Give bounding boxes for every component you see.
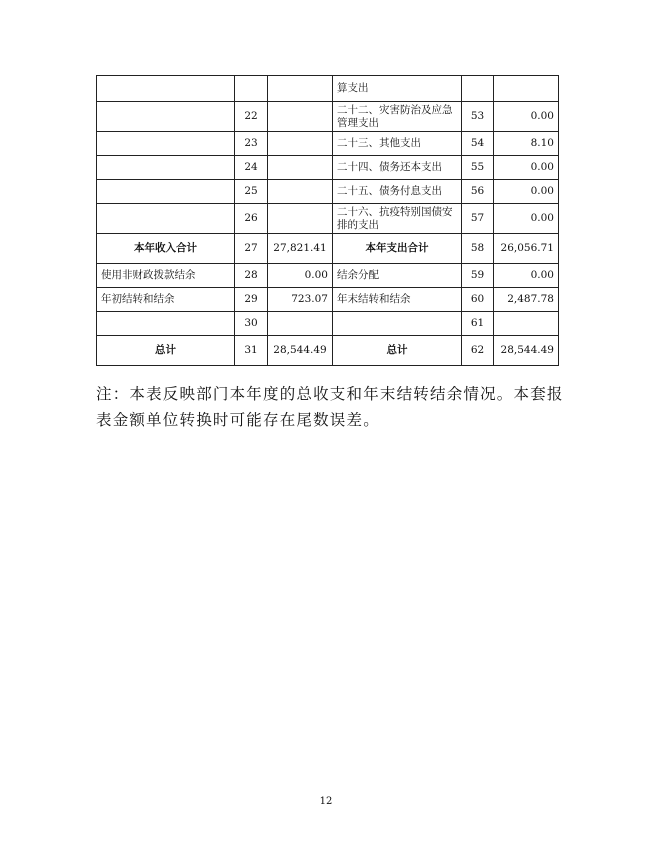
income-item-cell: 年初结转和结余: [97, 288, 235, 312]
income-item-cell: [97, 204, 235, 234]
income-amount-cell: [268, 312, 333, 336]
income-row-number: 27: [235, 234, 268, 264]
expense-item-cell: 二十二、灾害防治及应急管理支出: [333, 102, 462, 132]
expense-grand-total-amount: 28,544.49: [494, 336, 559, 366]
expense-item-cell: 二十五、债务付息支出: [333, 180, 462, 204]
expense-total-label: 本年支出合计: [333, 234, 462, 264]
expense-amount-cell: 8.10: [494, 132, 559, 156]
expense-item-cell: 二十四、债务还本支出: [333, 156, 462, 180]
income-amount-cell: 723.07: [268, 288, 333, 312]
expense-amount-cell: 0.00: [494, 102, 559, 132]
income-row-number: 28: [235, 264, 268, 288]
table-row: [97, 234, 559, 264]
income-row-number: 30: [235, 312, 268, 336]
expense-item-cell: 年末结转和结余: [333, 288, 462, 312]
expense-row-number: 60: [462, 288, 494, 312]
income-total-label: 本年收入合计: [97, 234, 235, 264]
income-row-number: 29: [235, 288, 268, 312]
expense-amount-cell: [494, 76, 559, 102]
income-total-amount: 27,821.41: [268, 234, 333, 264]
expense-item-cell: 结余分配: [333, 264, 462, 288]
income-amount-cell: [268, 76, 333, 102]
expense-row-number: 58: [462, 234, 494, 264]
expense-grand-total-label: 总计: [333, 336, 462, 366]
expense-row-number: 56: [462, 180, 494, 204]
income-amount-cell: [268, 102, 333, 132]
expense-row-number: 54: [462, 132, 494, 156]
expense-item-cell: 二十三、其他支出: [333, 132, 462, 156]
income-item-cell: [97, 76, 235, 102]
expense-amount-cell: 0.00: [494, 156, 559, 180]
table-row: [97, 156, 559, 180]
income-item-cell: [97, 312, 235, 336]
income-amount-cell: [268, 180, 333, 204]
expense-amount-cell: 0.00: [494, 180, 559, 204]
income-grand-total-label: 总计: [97, 336, 235, 366]
income-row-number: 26: [235, 204, 268, 234]
income-amount-cell: [268, 156, 333, 180]
expense-row-number: [462, 76, 494, 102]
table-row: [97, 76, 559, 102]
expense-amount-cell: 0.00: [494, 264, 559, 288]
income-item-cell: 使用非财政拨款结余: [97, 264, 235, 288]
table-row: [97, 102, 559, 132]
expense-item-cell: 二十六、抗疫特别国债安排的支出: [333, 204, 462, 234]
table-row: [97, 264, 559, 288]
expense-total-amount: 26,056.71: [494, 234, 559, 264]
expense-amount-cell: 2,487.78: [494, 288, 559, 312]
expense-item-cell: 算支出: [333, 76, 462, 102]
expense-item-cell: [333, 312, 462, 336]
table-row: [97, 312, 559, 336]
budget-summary-table: [96, 75, 559, 366]
expense-amount-cell: [494, 312, 559, 336]
table-note: 注：本表反映部门本年度的总收支和年末结转结余情况。本套报表金额单位转换时可能存在尾数误差。: [96, 385, 564, 429]
table-row: [97, 336, 559, 366]
table-row: [97, 288, 559, 312]
income-row-number: 22: [235, 102, 268, 132]
income-item-cell: [97, 156, 235, 180]
expense-row-number: 62: [462, 336, 494, 366]
table-row: [97, 180, 559, 204]
expense-amount-cell: 0.00: [494, 204, 559, 234]
table-row: [97, 132, 559, 156]
income-amount-cell: 0.00: [268, 264, 333, 288]
income-amount-cell: [268, 132, 333, 156]
income-item-cell: [97, 102, 235, 132]
income-amount-cell: [268, 204, 333, 234]
income-row-number: 23: [235, 132, 268, 156]
table-row: [97, 204, 559, 234]
expense-row-number: 53: [462, 102, 494, 132]
income-row-number: [235, 76, 268, 102]
expense-row-number: 59: [462, 264, 494, 288]
income-row-number: 25: [235, 180, 268, 204]
income-row-number: 24: [235, 156, 268, 180]
page-number: 12: [319, 796, 333, 807]
expense-row-number: 57: [462, 204, 494, 234]
income-item-cell: [97, 132, 235, 156]
income-item-cell: [97, 180, 235, 204]
income-row-number: 31: [235, 336, 268, 366]
expense-row-number: 61: [462, 312, 494, 336]
income-grand-total-amount: 28,544.49: [268, 336, 333, 366]
expense-row-number: 55: [462, 156, 494, 180]
